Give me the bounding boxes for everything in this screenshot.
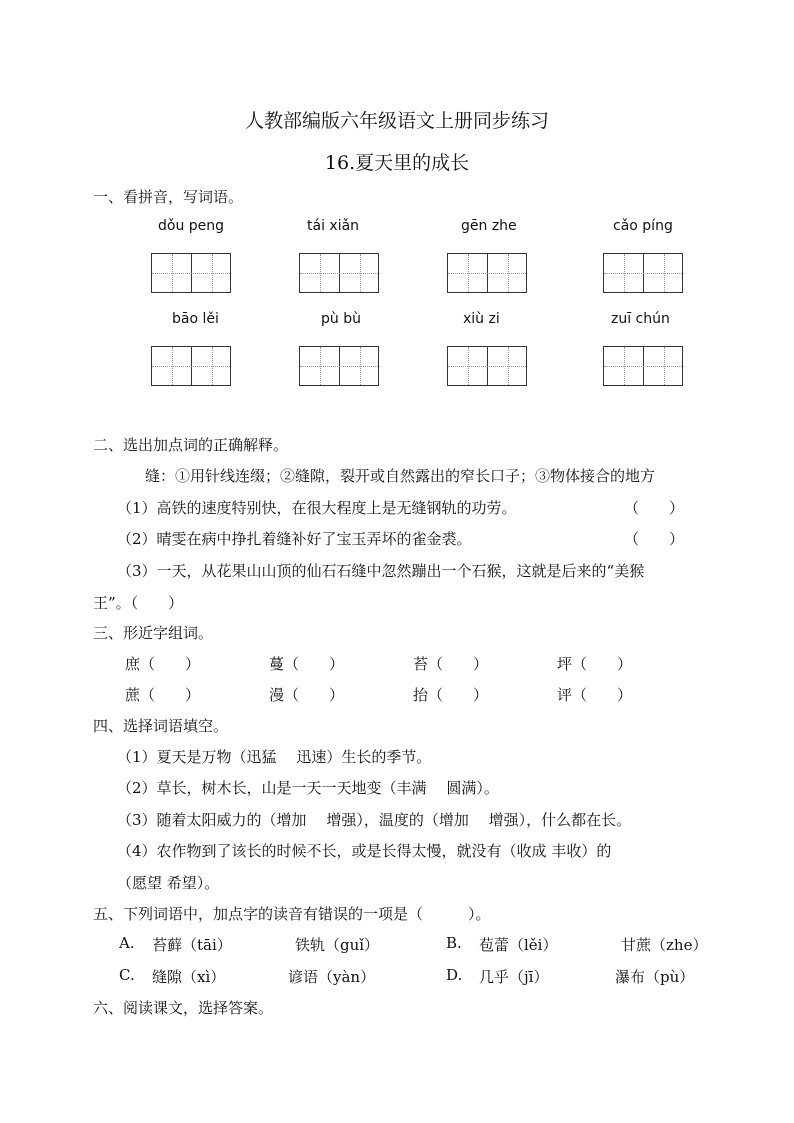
question-text: （2）晴雯在病中挣扎着缝补好了宝玉弄坏的雀金裘。 — [117, 530, 472, 548]
answer-blank[interactable]: （ ） — [624, 530, 685, 548]
definition-text: 缝：①用针线连缀；②缝隙，裂开或自然露出的窄长口子；③物体接合的地方 — [145, 467, 656, 485]
tianzige-box[interactable] — [151, 253, 231, 293]
lesson-title: 16.夏天里的成长 — [324, 152, 470, 174]
tianzige-box[interactable] — [603, 253, 683, 293]
section2-heading: 二、选出加点词的正确解释。 — [93, 436, 289, 454]
pinyin-label: dǒu peng — [158, 218, 225, 234]
pinyin-label: gēn zhe — [461, 218, 517, 234]
pinyin-label: pù bù — [321, 311, 361, 327]
section1-heading: 一、看拼音，写词语。 — [93, 188, 244, 206]
tianzige-box[interactable] — [447, 346, 527, 386]
option-word: 苞蕾（lěi） — [479, 936, 558, 954]
section6-heading: 六、阅读课文，选择答案。 — [93, 999, 274, 1017]
pinyin-label: zuī chún — [611, 311, 670, 327]
word-blank[interactable]: 抬（ ） — [413, 686, 489, 704]
pinyin-label: tái xiǎn — [307, 218, 360, 234]
word-blank[interactable]: 蔓（ ） — [269, 655, 345, 673]
option-word: 甘蔗（zhe） — [621, 936, 708, 954]
tianzige-box[interactable] — [299, 253, 379, 293]
page-title: 人教部编版六年级语文上册同步练习 — [244, 110, 549, 132]
question-text: （1）高铁的速度特别快，在很大程度上是无缝钢轨的功劳。 — [117, 499, 517, 517]
tianzige-box[interactable] — [299, 346, 379, 386]
section3-heading: 三、形近字组词。 — [93, 624, 214, 642]
answer-blank[interactable]: （ ） — [624, 499, 685, 517]
pinyin-label: xiù zi — [463, 311, 500, 327]
word-blank[interactable]: 苔（ ） — [413, 655, 489, 673]
option-label[interactable]: A. — [119, 934, 135, 952]
option-label[interactable]: B. — [446, 934, 462, 952]
word-blank[interactable]: 评（ ） — [557, 686, 633, 704]
word-blank[interactable]: 庶（ ） — [125, 655, 201, 673]
option-label[interactable]: D. — [446, 966, 463, 984]
question-text: （2）草长，树木长，山是一天一天地变（丰满 圆满）。 — [117, 779, 499, 797]
option-word: 苔藓（tāi） — [152, 936, 232, 954]
tianzige-box[interactable] — [603, 346, 683, 386]
option-word: 铁轨（guǐ） — [295, 936, 380, 954]
pinyin-label: bāo lěi — [172, 311, 219, 327]
option-word: 谚语（yàn） — [288, 968, 376, 986]
question-text: （3）随着太阳威力的（增加 增强），温度的（增加 增强），什么都在长。 — [117, 811, 632, 829]
option-word: 几乎（jī） — [479, 968, 549, 986]
tianzige-box[interactable] — [151, 346, 231, 386]
question-text: 王”。（ ） — [93, 594, 184, 612]
question-text: （1）夏天是万物（迅猛 迅速）生长的季节。 — [117, 748, 432, 766]
question-text: （愿望 希望）。 — [117, 874, 220, 892]
option-label[interactable]: C. — [119, 966, 135, 984]
word-blank[interactable]: 漫（ ） — [269, 686, 345, 704]
option-word: 缝隙（xì） — [152, 968, 226, 986]
section4-heading: 四、选择词语填空。 — [93, 717, 229, 735]
question-text: （4）农作物到了该长的时候不长，或是长得太慢，就没有（收成 丰收）的 — [117, 842, 612, 860]
tianzige-box[interactable] — [447, 253, 527, 293]
section5-heading: 五、下列词语中，加点字的读音有错误的一项是（ ）。 — [93, 905, 491, 923]
option-word: 瀑布（pù） — [615, 968, 695, 986]
question-text: （3）一天，从花果山山顶的仙石石缝中忽然蹦出一个石猴，这就是后来的“美猴 — [117, 562, 645, 580]
word-blank[interactable]: 坪（ ） — [557, 655, 633, 673]
pinyin-label: cǎo píng — [613, 218, 673, 234]
word-blank[interactable]: 蔗（ ） — [125, 686, 201, 704]
